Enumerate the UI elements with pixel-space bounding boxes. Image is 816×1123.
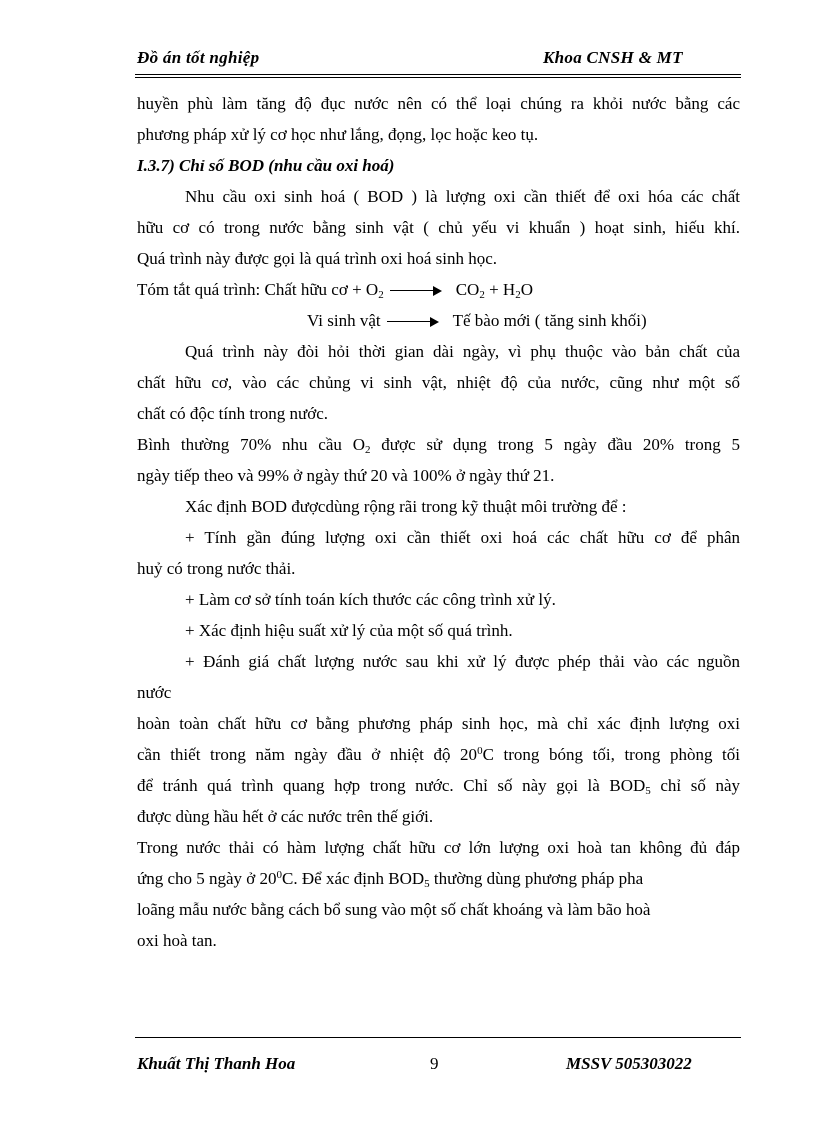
paragraph-line (137, 770, 740, 801)
paragraph-line: oxi hoà tan. (137, 931, 217, 950)
paragraph-line: hữu cơ có trong nước bằng sinh vật ( chủ yếu vi khuẩn ) hoạt sinh, hiếu khí. (137, 218, 740, 237)
text-span: C. Để xác định BOD (282, 869, 425, 888)
reaction-line-2 (137, 305, 740, 336)
superscript: 0 (276, 869, 283, 881)
superscript: 0 (477, 745, 483, 757)
text-span: được sử dụng trong 5 ngày đầu 20% trong 5 (370, 435, 740, 454)
reaction-arrow-icon (387, 317, 439, 327)
page-number: 9 (430, 1054, 439, 1073)
paragraph-line: Trong nước thải có hàm lượng chất hữu cơ lớn lượng oxi hoà tan không đủ đáp (137, 838, 740, 857)
paragraph-line: Xác định BOD đượcdùng rộng rãi trong kỹ thuật môi trường để : (185, 497, 627, 516)
paragraph-line: Quá trình này được gọi là quá trình oxi hoá sinh học. (137, 249, 498, 268)
footer-divider (135, 1037, 741, 1038)
paragraph-line: Nhu cầu oxi sinh hoá ( BOD ) là lượng oxi cần thiết để oxi hóa các chất (185, 187, 740, 206)
paragraph-line: phương pháp xử lý cơ học như lắng, đọng, lọc hoặc keo tụ. (137, 125, 539, 144)
o2-subscript: 2 (378, 289, 384, 301)
text-span: cần thiết trong năm ngày đầu ở nhiệt độ 20 (137, 745, 478, 764)
header-title: Đồ án tốt nghiệp (137, 48, 260, 67)
paragraph-line: Quá trình này đòi hỏi thời gian dài ngày, vì phụ thuộc vào bản chất của (185, 342, 740, 361)
subscript: 5 (645, 785, 651, 797)
paragraph-line: ngày tiếp theo và 99% ở ngày thứ 20 và 100% ở ngày thứ 21. (137, 466, 555, 485)
text-span: chỉ số này (650, 776, 740, 795)
plus-h-text: + H (484, 280, 516, 299)
co2-subscript: 2 (479, 289, 485, 301)
reaction-microbe: Vi sinh vật (307, 311, 381, 330)
reaction-product: Tế bào mới ( tăng sinh khối) (452, 311, 647, 330)
subscript: 2 (364, 444, 371, 456)
paragraph-line (137, 863, 740, 894)
document-body (137, 88, 740, 956)
list-item: + Làm cơ sở tính toán kích thước các công trình xử lý. (185, 590, 556, 609)
paragraph-line: được dùng hầu hết ở các nước trên thế giới. (137, 807, 434, 826)
paragraph-line (137, 429, 740, 460)
paragraph-line: huyền phù làm tăng độ đục nước nên có thể loại chúng ra khỏi nước bằng các (137, 94, 740, 113)
section-heading: I.3.7) Chỉ số BOD (nhu cầu oxi hoá) (137, 156, 395, 175)
text-span: C trong bóng tối, trong phòng tối (482, 745, 741, 764)
paragraph-line: chất có độc tính trong nước. (137, 404, 328, 423)
footer-author: Khuất Thị Thanh Hoa (137, 1054, 296, 1073)
reaction-arrow-icon (390, 286, 442, 296)
list-item: + Tính gần đúng lượng oxi cần thiết oxi hoá các chất hữu cơ để phân (185, 528, 740, 547)
list-item-continuation: huỷ có trong nước thải. (137, 559, 296, 578)
text-span: để tránh quá trình quang hợp trong nước. Chỉ số này gọi là BOD (137, 776, 646, 795)
paragraph-line (137, 739, 740, 770)
footer-student-id: MSSV 505303022 (566, 1054, 692, 1073)
reaction-line-1 (137, 274, 740, 305)
text-span: Bình thường 70% nhu cầu O (137, 435, 365, 454)
paragraph-line: chất hữu cơ, vào các chủng vi sinh vật, nhiệt độ của nước, cũng như một số (137, 373, 740, 392)
co2-text: CO (455, 280, 480, 299)
subscript: 5 (424, 878, 430, 890)
paragraph-line: loãng mẫu nước bằng cách bổ sung vào một số chất khoáng và làm bão hoà (137, 900, 651, 919)
header-department: Khoa CNSH & MT (543, 48, 683, 67)
h2o-o-text: O (520, 280, 533, 299)
h2o-subscript: 2 (515, 289, 521, 301)
text-span: ứng cho 5 ngày ở 20 (137, 869, 277, 888)
list-item: + Xác định hiệu suất xử lý của một số quá trình. (185, 621, 513, 640)
text-span: thường dùng phương pháp pha (429, 869, 644, 888)
paragraph-line: hoàn toàn chất hữu cơ bằng phương pháp sinh học, mà chỉ xác định lượng oxi (137, 714, 740, 733)
list-item: + Đánh giá chất lượng nước sau khi xử lý được phép thải vào các nguồn (185, 652, 740, 671)
list-item-continuation: nước (137, 683, 172, 702)
header-divider (135, 74, 741, 78)
reaction-reactant: Tóm tắt quá trình: Chất hữu cơ + O (137, 280, 379, 299)
